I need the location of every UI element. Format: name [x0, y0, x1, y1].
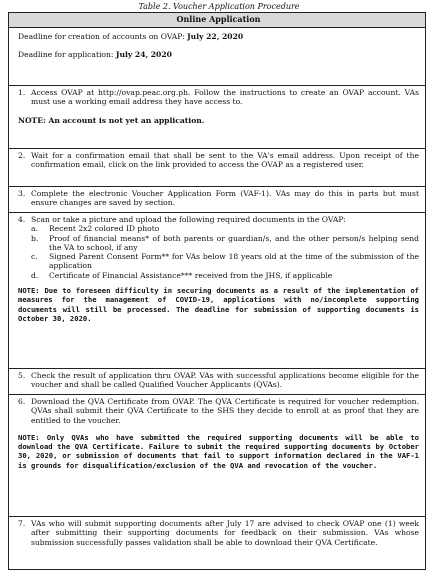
- step-number: 4.: [18, 215, 26, 224]
- step-5: [9, 368, 425, 394]
- step-text: Complete the electronic Voucher Application Form (VAF-1). VAs may do this in parts but must ensure changes are saved by section.: [31, 189, 419, 208]
- step-text: Download the QVA Certificate from OVAP. The QVA Certificate is required for voucher redemption. QVAs shall submit their QVA Certificate to the SHS they decide to enroll at as proof that they are entitled to the voucher.: [31, 397, 419, 425]
- step-3: [9, 186, 425, 212]
- step-text: Check the result of application thru OVAP. VAs with successful applications become eligible for the voucher and shall be called Qualified Voucher Applicants (QVAs).: [31, 371, 419, 390]
- table-caption: Table 2. Voucher Application Procedure: [138, 2, 300, 11]
- step-6: [9, 394, 425, 516]
- step-number: 2.: [18, 151, 26, 160]
- step-text: VAs who will submit supporting documents after July 17 are advised to check OVAP one (1) week after submitting their supporting documents for feedback on their submission. VAs whose submission successfully passes validation shall be able to download their QVA Certificate.: [31, 519, 419, 547]
- list-item: b. Proof of financial means* of both parents or guardian/s, and the other person/s helping send the VA to school, if any: [31, 233, 419, 252]
- step-text: Access OVAP at http://ovap.peac.org.ph. Follow the instructions to create an OVAP account. VAs must use a working email address they have access to.: [31, 88, 419, 107]
- step-2: [9, 148, 425, 186]
- step-text: Wait for a confirmation email that shall be sent to the VA's email address. Upon receipt of the confirmation email, click on the link provided to access the OVAP as a registered user.: [31, 151, 419, 170]
- step-1: [9, 85, 425, 148]
- accounts-deadline-date: July 22, 2020: [187, 32, 244, 41]
- step-number: 6.: [18, 397, 26, 406]
- application-deadline: Deadline for application: July 24, 2020: [18, 50, 172, 60]
- required-documents-list: [31, 224, 419, 280]
- step-note: NOTE: An account is not yet an application.: [18, 115, 205, 125]
- step-number: 3.: [18, 189, 26, 198]
- application-deadline-date: July 24, 2020: [115, 50, 172, 60]
- step-note: NOTE: Only QVAs who have submitted the required supporting documents will be able to download the QVA Certificate. Failure to submit the required supporting documents by October 30, 2020, or submission of documents that fail to support information declared in the VAF-1 is grounds for disqualification/exclusion of the QVA and revocation of the voucher.: [18, 432, 419, 470]
- step-4: [9, 212, 425, 368]
- procedure-table: [8, 12, 426, 570]
- step-7: [9, 516, 425, 569]
- list-item: a. Recent 2x2 colored ID photo: [31, 224, 160, 234]
- step-text: Scan or take a picture and upload the following required documents in the OVAP:: [31, 215, 346, 224]
- accounts-deadline: Deadline for creation of accounts on OVAP: July 22, 2020: [18, 32, 244, 41]
- list-item: d. Certificate of Financial Assistance*** received from the JHS, if applicable: [31, 270, 333, 280]
- deadlines-cell: [9, 27, 425, 85]
- table-header: Online Application: [9, 13, 425, 27]
- step-number: 7.: [18, 519, 26, 528]
- step-number: 5.: [18, 371, 26, 380]
- step-number: 1.: [18, 88, 26, 97]
- list-item: c. Signed Parent Consent Form** for VAs below 18 years old at the time of the submission of the application: [31, 252, 419, 271]
- step-note: NOTE: Due to foreseen difficulty in securing documents as a result of the implementation of measures for the management of COVID-19, applications with no/incomplete supporting documents will still be processed. The deadline for submission of supporting documents is October 30, 2020.: [18, 286, 419, 323]
